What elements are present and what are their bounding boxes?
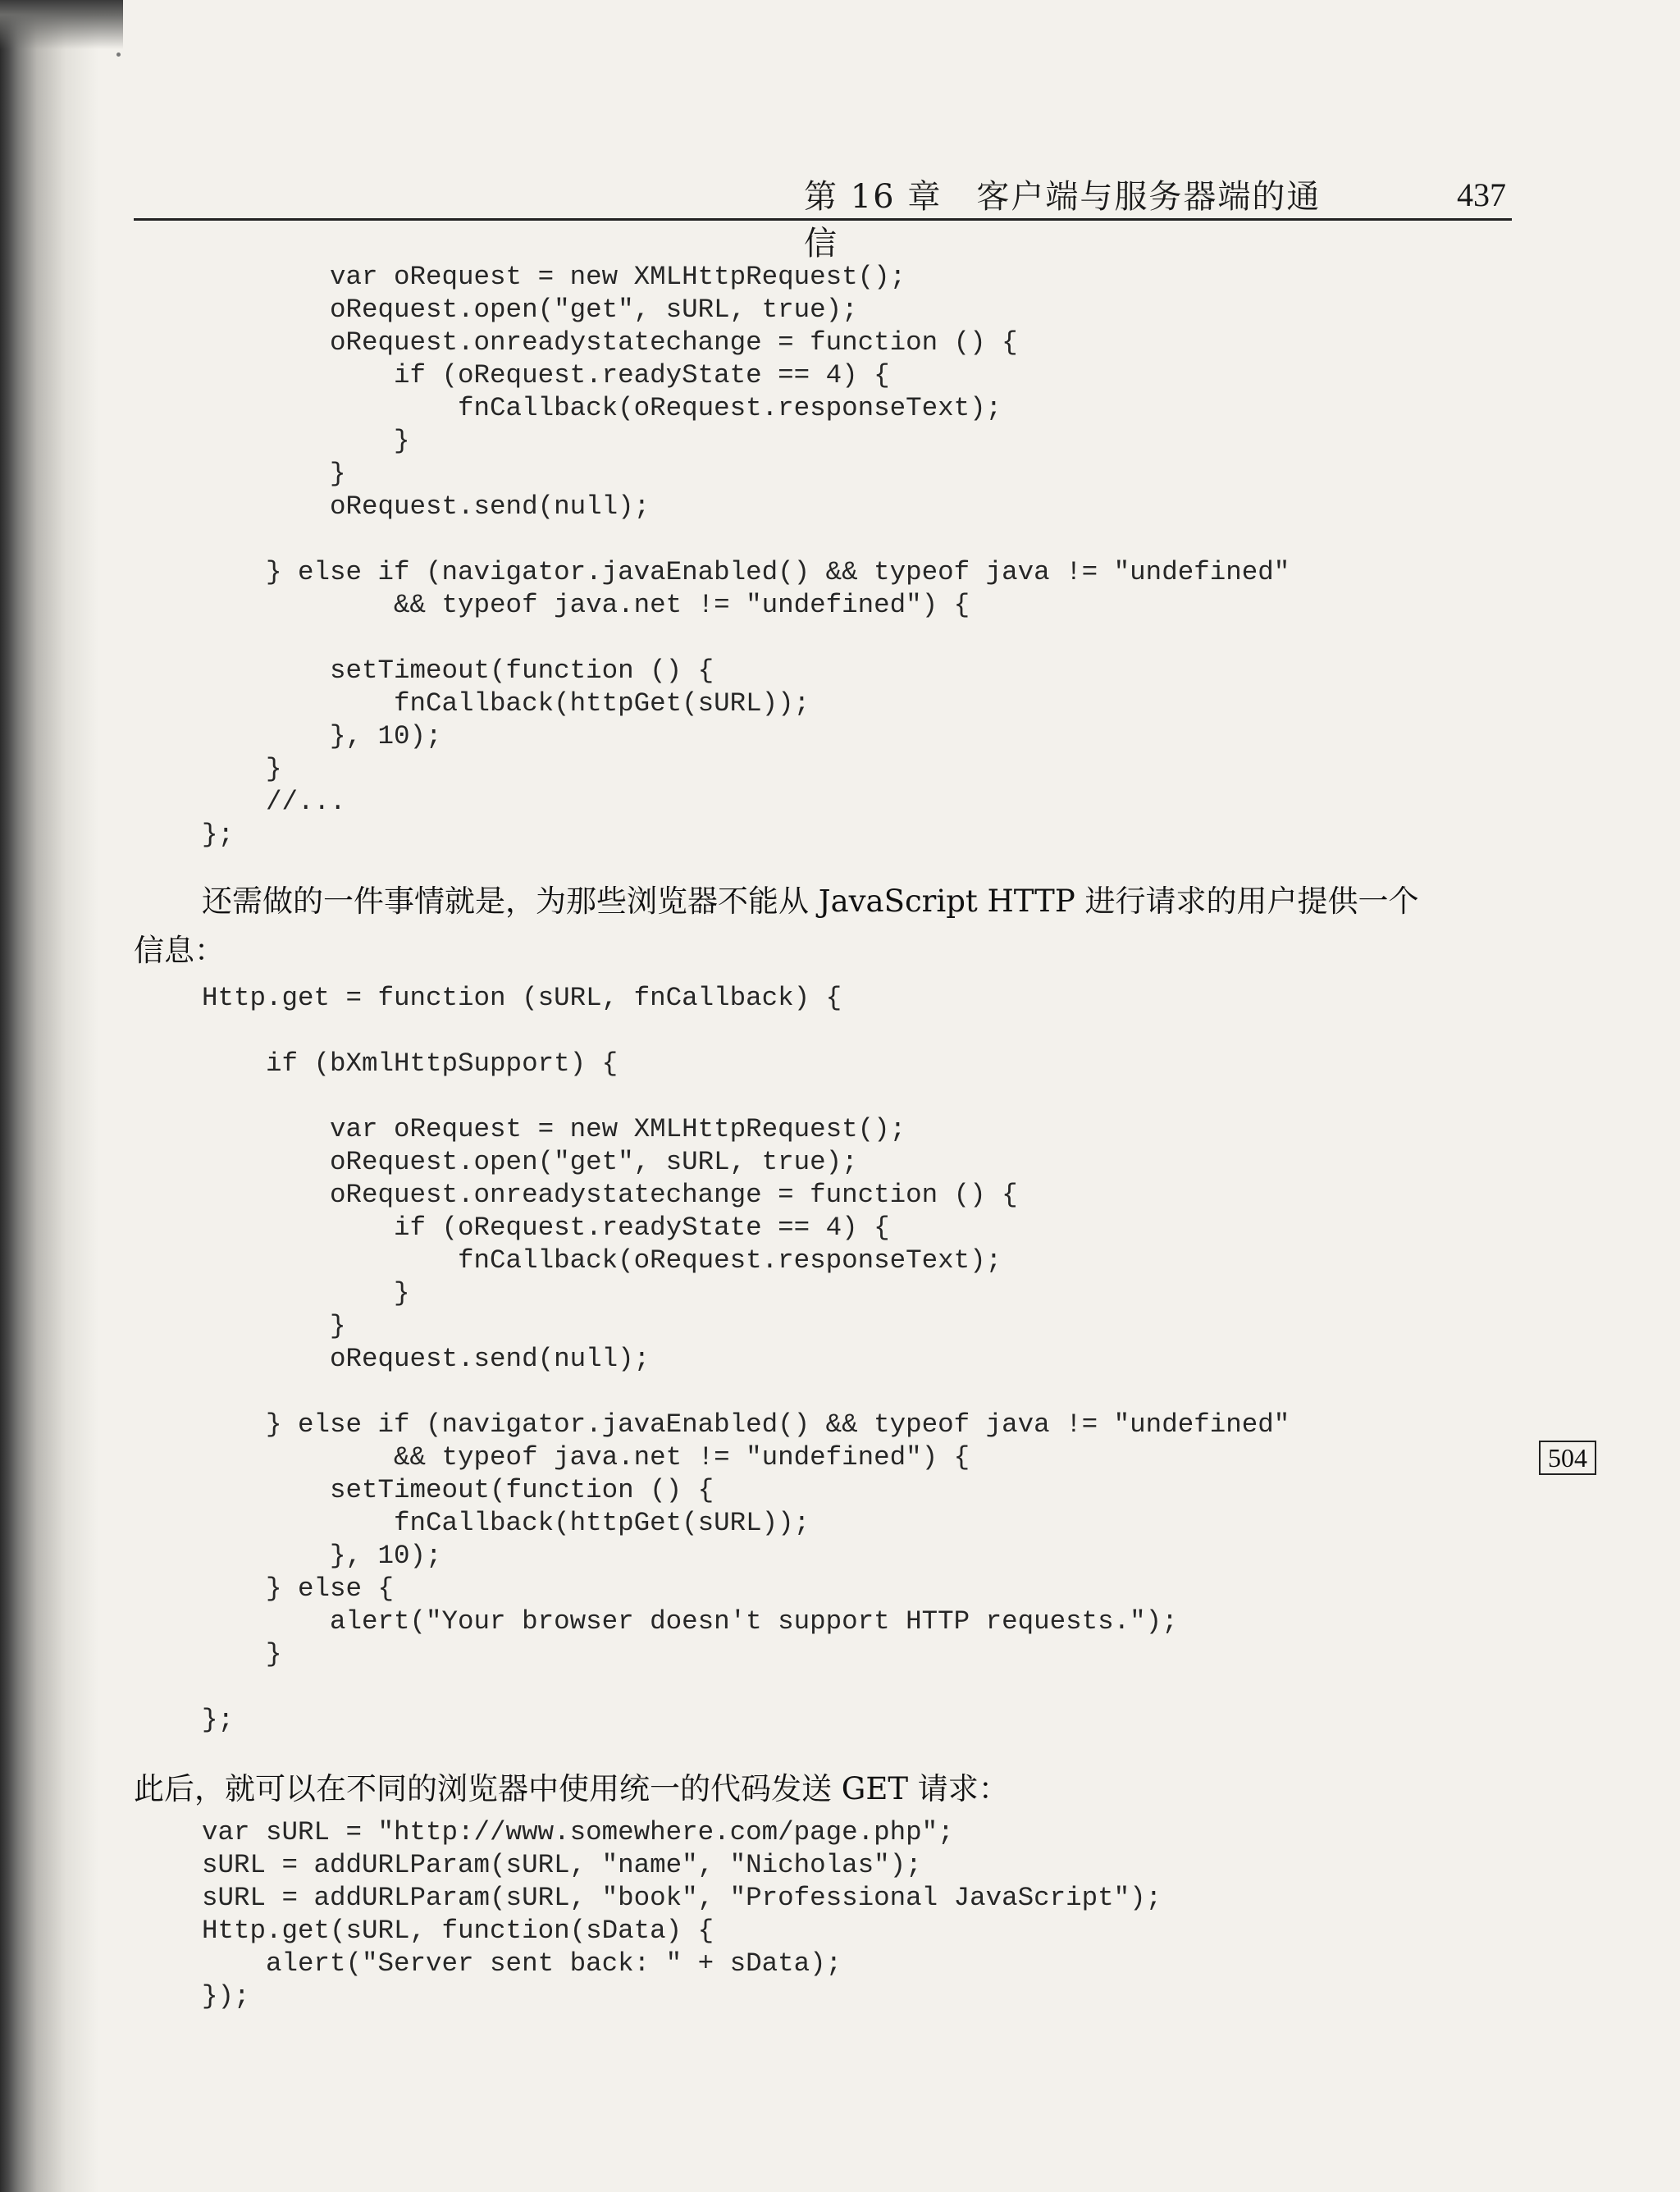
book-spine-shadow — [0, 0, 98, 2192]
paragraph-1-line-1: 还需做的一件事情就是，为那些浏览器不能从 JavaScript HTTP 进行请求的用户提供一个 — [202, 884, 1419, 919]
header-rule — [134, 218, 1512, 221]
dust-speck — [116, 53, 121, 57]
code-block-1: var oRequest = new XMLHttpRequest(); oRequest.open("get", sURL, true); oRequest.onreadystatechange = function () { if (oRequest.readyState == 4) { fnCallback(oRequest.responseText); } } oRequest.send(null); } else if (navigator.javaEnabled() && typeof java != "undefined" && typeof java.net != "undefined") { setTimeout(function () { fnCallback(httpGet(sURL)); }, 10); } //... }; — [202, 262, 1290, 850]
page-number: 437 — [1457, 176, 1506, 213]
paragraph-1-line-2: 信息： — [134, 933, 225, 968]
margin-page-reference: 504 — [1539, 1441, 1596, 1475]
code-block-2: Http.get = function (sURL, fnCallback) { if (bXmlHttpSupport) { var oRequest = new XMLHttpRequest(); oRequest.open("get", sURL, true); oRequest.onreadystatechange = function () { if (oRequest.readyState == 4) { fnCallback(oRequest.responseText); } } oRequest.send(null); } else if (navigator.javaEnabled() && typeof java != "undefined" && typeof java.net != "undefined") { setTimeout(function () { fnCallback(httpGet(sURL)); }, 10); } else { alert("Your browser doesn't support HTTP requests."); } }; — [202, 983, 1290, 1735]
code-block-3: var sURL = "http://www.somewhere.com/page.php"; sURL = addURLParam(sURL, "name", "Nicholas"); sURL = addURLParam(sURL, "book", "Professional JavaScript"); Http.get(sURL, function(sData) { alert("Server sent back: " + sData); }); — [202, 1817, 1162, 2012]
page-corner-shadow — [0, 0, 123, 49]
paragraph-2: 此后，就可以在不同的浏览器中使用统一的代码发送 GET 请求： — [134, 1771, 1009, 1806]
running-header — [804, 164, 1509, 263]
chapter-title: 第 16 章 客户端与服务器端的通信 — [804, 178, 1322, 263]
